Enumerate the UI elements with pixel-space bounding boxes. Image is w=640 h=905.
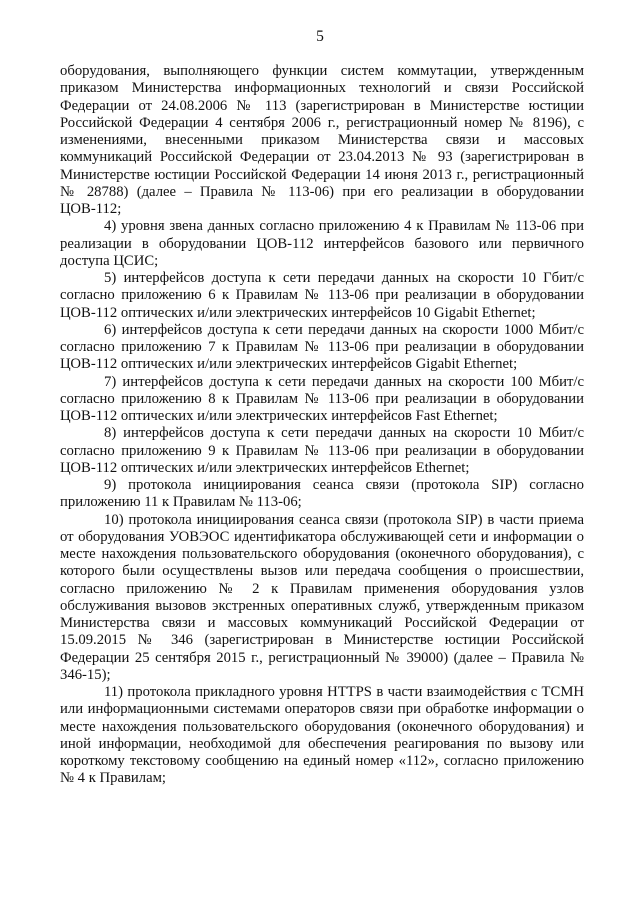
list-item [60,684,584,788]
list-item-text: протокола инициирования сеанса связи (протокола SIP) согласно приложению 11 к Правилам № 113-06; [60,477,585,511]
list-item-text: интерфейсов доступа к сети передачи данных на скорости 1000 Мбит/с согласно приложению 7 к Правилам № 113-06 при реализации в оборудовании ЦОВ-112 оптических и/или электрических интерфейсов Gigabit Ethernet; [60,321,584,373]
list-item-number: 4) [104,218,117,235]
list-item-text: протокола прикладного уровня HTTPS в части взаимодействия с ТСМН или информационными системами операторов связи при обработке информации о месте нахождения пользовательского оборудования (оконечного оборудования) и иной информации, необходимой для обеспечения реагирования по вызову или короткому текстовому сообщению на единый номер «112», согласно приложению № 4 к Правилам; [60,684,584,787]
list-item-number: 10) [104,511,124,528]
list-item-number: 5) [104,270,117,286]
paragraph-text: оборудования, выполняющего функции систем коммутации, утвержденным приказом Министерства информационных технологий и связи Российской Федерации от 24.08.2006 № 113 (зарегистрирован в Министерстве юстиции Российской Федерации 4 сентября 2006 г., регистрационный номер № 8196), с изменениями, внесенными приказом Министерства связи и массовых коммуникаций Российской Федерации от 23.04.2013 № 93 (зарегистрирован в Министерстве юстиции Российской Федерации 14 июня 2013 г., регистрационный № 28788) (далее – Правила № 113-06) при его реализации в оборудовании ЦОВ-112; [60,63,584,217]
page-number: 5 [316,28,324,45]
body-text [60,63,584,788]
list-item-text: интерфейсов доступа к сети передачи данных на скорости 10 Мбит/с согласно приложению 9 к Правилам № 113-06 при реализации в оборудовании ЦОВ-112 оптических и/или электрических интерфейсов Ethernet; [60,425,584,476]
paragraph-continuation [60,63,584,218]
list-item-text: уровня звена данных согласно приложению 4 к Правилам № 113-06 при реализации в оборудовании ЦОВ-112 интерфейсов базового или первичного доступа ЦСИС; [60,218,584,269]
list-item-number: 7) [104,373,117,390]
list-item [60,425,584,477]
list-item [60,374,584,426]
list-item [60,322,584,374]
list-item-number: 8) [104,425,117,442]
list-item-number: 6) [104,321,117,338]
list-item-text: интерфейсов доступа к сети передачи данных на скорости 10 Гбит/с согласно приложению 6 к Правилам № 113-06 при реализации в оборудовании ЦОВ-112 оптических и/или электрических интерфейсов 10 Gigabit Ethernet; [60,270,584,321]
list-item [60,270,584,322]
list-item-number: 9) [104,477,117,493]
list-item [60,477,584,512]
list-item-text: интерфейсов доступа к сети передачи данных на скорости 100 Мбит/с согласно приложению 8 к Правилам № 113-06 при реализации в оборудовании ЦОВ-112 оптических и/или электрических интерфейсов Fast Ethernet; [60,373,584,424]
list-item [60,512,584,685]
list-item [60,218,584,270]
list-item-text: протокола инициирования сеанса связи (протокола SIP) в части приема от оборудования УОВЭОС идентификатора обслуживающей сети и информации о месте нахождения пользовательского оборудования (оконечного оборудования), с которого были осуществлены вызов или передача сообщения о происшествии, согласно приложению № 2 к Правилам применения оборудования узлов обслуживания вызовов экстренных оперативных служб, утвержденным приказом Министерства связи и массовых коммуникаций Российской Федерации от 15.09.2015 № 346 (зарегистрирован в Министерстве юстиции Российской Федерации 25 сентября 2015 г., регистрационный № 39000) (далее – Правила № 346-15); [60,511,584,683]
list-item-number: 11) [104,684,124,700]
